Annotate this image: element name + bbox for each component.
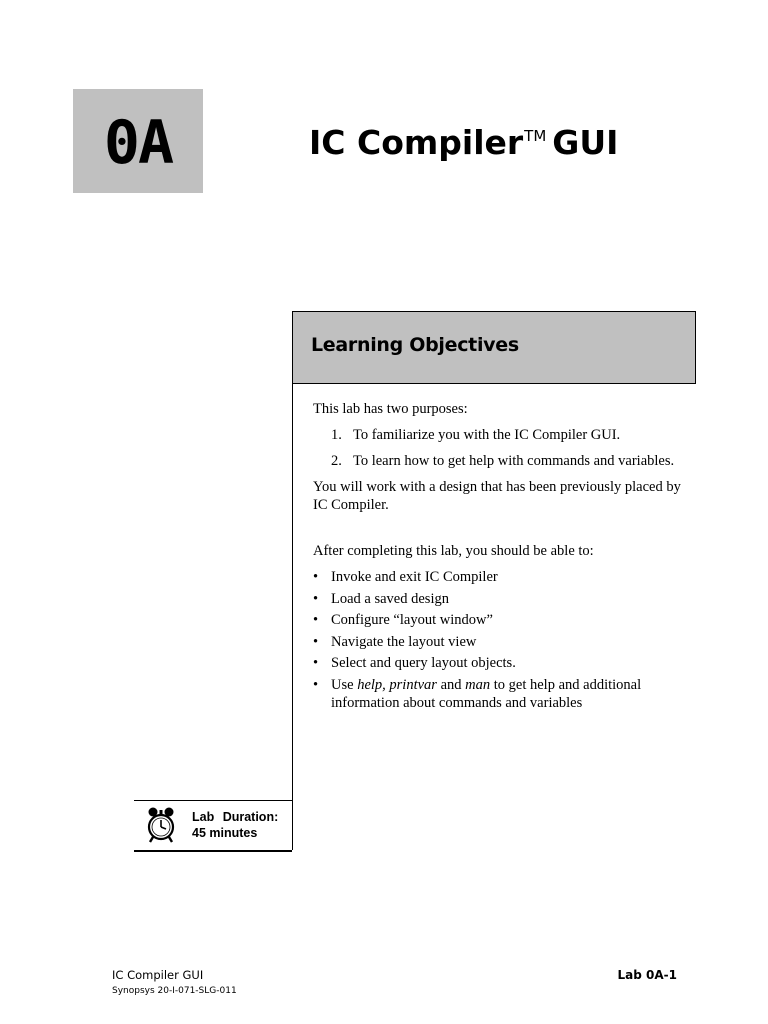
outcome-text: Select and query layout objects. [331,655,516,671]
outcome-text: Configure “layout window” [331,612,493,628]
chapter-number: 0A [103,108,173,178]
learning-objectives-header [292,311,696,384]
objectives-body [313,400,683,715]
bullet-icon: • [313,590,319,607]
page-title-suffix: GUI [552,123,619,162]
lab-duration-box [134,800,292,852]
outcome-text: Load a saved design [331,590,449,607]
outcome-text: Invoke and exit IC Compiler [331,569,498,585]
bullet-icon: • [313,676,319,693]
lab-duration-label: Lab Duration: [192,810,279,824]
printvar-command: printvar [389,676,437,693]
outcome-item [313,654,683,672]
man-command: man [465,676,491,693]
page-title [309,116,618,163]
purposes-list [313,426,683,470]
outcome-item [313,611,683,629]
help-and: and [440,676,462,693]
lab-duration-value: 45 minutes [192,826,258,840]
footer-page-number: Lab 0A-1 [617,968,677,982]
chapter-number-box [73,89,203,193]
trademark-symbol: TM [524,127,547,145]
page-title-text: IC Compiler [309,123,524,162]
purpose-text: To learn how to get help with commands and variables. [353,453,675,469]
learning-objectives-heading: Learning Objectives [311,334,519,356]
purpose-text: To familiarize you with the IC Compiler GUI. [353,427,621,443]
purpose-item [313,452,683,470]
help-command: help, [357,676,386,693]
bullet-icon: • [313,612,319,628]
purpose-item [313,426,683,444]
outcome-item [313,568,683,586]
outcomes-intro: After completing this lab, you should be able to: [313,543,594,559]
lab-duration-text [192,809,278,841]
purpose-number: 2. [331,453,342,469]
outcomes-list [313,568,683,712]
help-rest: to get help and additional information about commands and variables [331,676,642,711]
footer-left [112,967,237,999]
bullet-icon: • [313,633,319,650]
help-prefix: Use [331,676,358,693]
vertical-divider [292,383,293,850]
outcome-item-help [313,676,683,712]
outcome-item [313,633,683,651]
bullet-icon: • [313,569,319,585]
outcome-item [313,590,683,608]
alarm-clock-icon [147,806,175,844]
bullet-icon: • [313,655,319,671]
purpose-number: 1. [331,427,342,443]
footer-doc-code: Synopsys 20-I-071-SLG-011 [112,986,237,996]
intro-text: This lab has two purposes: [313,401,468,417]
design-note: You will work with a design that has been previously placed by IC Compiler. [313,479,681,513]
footer-doc-title: IC Compiler GUI [112,968,204,982]
outcome-text: Navigate the layout view [331,633,477,650]
